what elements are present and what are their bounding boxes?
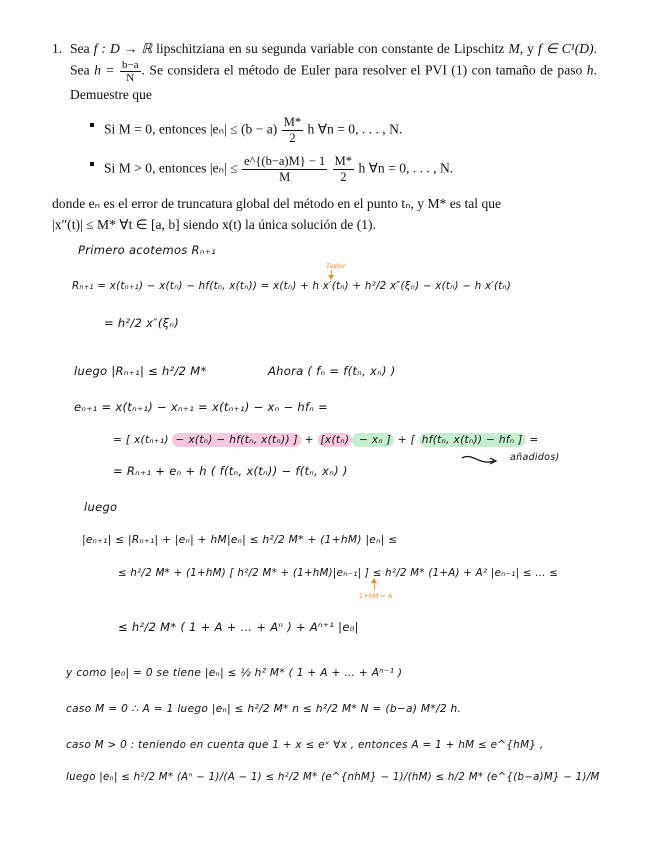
bullet-list: [104, 115, 597, 185]
denominator: N: [126, 72, 135, 84]
bullet-item: [104, 115, 597, 146]
text: . Se considera el método de Euler para resolver el PVI (1) con tamaño de paso: [141, 62, 587, 78]
fraction: [242, 154, 327, 185]
numerator: b−a: [121, 59, 139, 71]
denominator: M: [279, 170, 291, 184]
math: h =: [94, 62, 119, 78]
taylor-annotation: Taylor: [326, 262, 346, 270]
note-line: Rₙ₊₁ = x(tₙ₊₁) − x(tₙ) − hf(tₙ, x(tₙ)) = x(tₙ) + h x′(tₙ) + h²/2 x″(ξₙ) − x(tₙ) − h x′(tₙ): [72, 281, 512, 292]
note-line-highlighted: [113, 434, 538, 446]
text: h ∀n = 0, . . . , N.: [358, 160, 454, 176]
text: + [: [394, 434, 419, 446]
bullet-item: [104, 154, 597, 185]
text: h ∀n = 0, . . . , N.: [307, 121, 403, 137]
fraction: [282, 115, 303, 146]
item-number: 1.: [52, 41, 63, 56]
denominator: 2: [289, 131, 296, 145]
numerator: M*: [334, 154, 353, 168]
note-line: Ahora ( fₙ = f(tₙ, xₙ) ): [268, 364, 396, 378]
note-line: ≤ h²/2 M* + (1+hM) [ h²/2 M* + (1+hM)|eₙ₋₁| ] ≤ h²/2 M* (1+A) + A² |eₙ₋₁| ≤ … ≤: [118, 568, 559, 579]
note-line: ≤ h²/2 M* ( 1 + A + … + Aⁿ ) + Aⁿ⁺¹ |e₀|: [118, 620, 359, 634]
text: lipschitziana en su segunda variable con constante de Lipschitz: [152, 41, 509, 56]
text: Si M = 0, entonces |eₙ| ≤ (b − a): [104, 121, 278, 137]
text: donde eₙ es el error de truncatura global del método en el punto tₙ, y M* es tal que: [52, 196, 502, 211]
curved-arrow-icon: [460, 452, 510, 470]
math: f ∈ C¹(D): [537, 41, 594, 56]
text: Si M > 0, entonces |eₙ| ≤: [104, 160, 241, 176]
text: +: [300, 434, 318, 446]
note-line: Primero acotemos Rₙ₊₁: [78, 243, 216, 257]
note-line: eₙ₊₁ = x(tₙ₊₁) − xₙ₊₁ = x(tₙ₊₁) − xₙ − hfₙ =: [74, 400, 329, 414]
note-line: luego |eₙ| ≤ h²/2 M* (Aⁿ − 1)/(A − 1) ≤ h²/2 M* (e^{nhM} − 1)/(hM) ≤ h/2 M* (e^{(b−a)M} − 1)/M: [66, 772, 600, 783]
text: Sea: [70, 41, 94, 56]
text: . Sea: [70, 41, 598, 78]
math: M: [508, 41, 520, 56]
numerator: M*: [283, 115, 302, 129]
arrow-icon: [374, 582, 375, 590]
note-line: |eₙ₊₁| ≤ |Rₙ₊₁| + |eₙ| + hM|eₙ| ≤ h²/2 M* + (1+hM) |eₙ| ≤: [82, 534, 398, 546]
numerator: e^{(b−a)M} − 1: [244, 154, 326, 168]
text: . Demuestre que: [70, 62, 597, 102]
text: =: [525, 434, 539, 446]
green-highlight: hf(tₙ, x(tₙ)) − hfₙ ]: [419, 433, 526, 447]
problem-statement: [52, 38, 597, 235]
note-line: y como |e₀| = 0 se tiene |eₙ| ≤ ½ h² M* ( 1 + A + … + Aⁿ⁻¹ ): [66, 667, 403, 679]
denominator: 2: [340, 170, 347, 184]
pink-highlight: [x(tₙ): [318, 433, 353, 447]
note-line: caso M > 0 : teniendo en cuenta que 1 + x ≤ eˣ ∀x , entonces A = 1 + hM ≤ e^{hM} ,: [66, 739, 544, 751]
text: |x″(t)| ≤ M* ∀t ∈ [a, b] siendo x(t) la única solución de (1).: [52, 217, 376, 232]
note-aside: añadidos): [510, 452, 560, 463]
statement-footnote: [52, 193, 597, 235]
note-line: luego |Rₙ₊₁| ≤ h²/2 M*: [74, 364, 207, 378]
math: h: [586, 62, 594, 78]
fraction: [120, 59, 141, 84]
pink-highlight: − x(tₙ) − hf(tₙ, x(tₙ)) ]: [172, 433, 301, 447]
note-line: = h²/2 x″(ξₙ): [104, 316, 180, 330]
note-line: luego: [84, 500, 118, 514]
math: f : D → ℝ: [93, 41, 153, 56]
green-highlight: − xₙ ]: [352, 433, 394, 447]
note-line: = Rₙ₊₁ + eₙ + h ( f(tₙ, x(tₙ)) − f(tₙ, xₙ) ): [113, 464, 348, 478]
substitution-annotation: 1+hM = A: [359, 592, 393, 600]
text: = [ x(tₙ₊₁): [113, 434, 173, 446]
fraction: [333, 154, 354, 185]
arrow-icon: [331, 270, 332, 278]
text: , y: [519, 41, 538, 56]
statement-paragraph: [70, 38, 597, 105]
note-line: caso M = 0 ∴ A = 1 luego |eₙ| ≤ h²/2 M* n ≤ h²/2 M* N = (b−a) M*/2 h.: [66, 703, 462, 715]
